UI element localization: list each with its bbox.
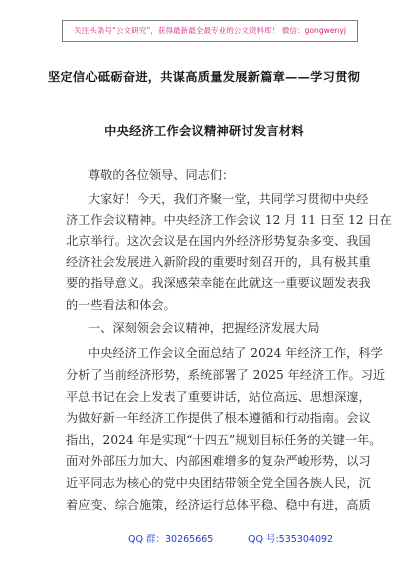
body-line: 大家好！今天，我们齐聚一堂，共同学习贯彻中央经 [88,192,369,206]
body-line: 为做好新一年经济工作提供了根本遵循和行动指南。会议 [66,411,371,425]
body-line: 的一些看法和体会。 [66,298,176,312]
body-line: 经济社会发展进入新阶段的重要时刻召开的，具有极其重 [66,255,371,269]
body-line: 中央经济工作会议全面总结了 2024 年经济工作，科学 [88,346,383,360]
body-line: 着应变、综合施策，经济运行总体平稳、稳中有进，高质 [66,498,371,512]
section-heading: 一、深刻领会会议精神，把握经济发展大局 [88,321,320,335]
qq-group-link[interactable]: QQ 群：30265665 [128,534,214,545]
body-line: 分析了当前经济形势，系统部署了 2025 年经济工作。习近 [66,368,386,382]
body-line: 要的指导意义。我深感荣幸能在此就这一重要议题发表我 [66,276,371,290]
body-line: 近平同志为核心的党中央团结带领全党全国各族人民，沉 [66,476,371,490]
promo-banner: 关注头条号“公文研究”，获得最新最全最专业的公文资料库！ 微信：gongwenyj [62,20,358,42]
body-line: 面对外部压力加大、内部困难增多的复杂严峻形势，以习 [66,454,371,468]
body-line: 济工作会议精神。中央经济工作会议 12 月 11 日至 12 日在 [66,213,392,227]
salutation: 尊敬的各位领导、同志们： [88,168,235,182]
body-line: 北京举行。这次会议是在国内外经济形势复杂多变、我国 [66,234,371,248]
footer [0,531,408,551]
body-line: 指出，2024 年是实现“十四五”规划目标任务的关键一年。 [66,433,382,447]
qq-number-link[interactable]: QQ 号:535304092 [248,534,334,545]
document-title-line-1: 坚定信心砥砺奋进，共谋高质量发展新篇章——学习贯彻 [47,70,361,84]
body-line: 平总书记在会上发表了重要讲话，站位高远、思想深邃， [66,390,371,404]
document-title-line-2: 中央经济工作会议精神研讨发言材料 [104,124,304,138]
